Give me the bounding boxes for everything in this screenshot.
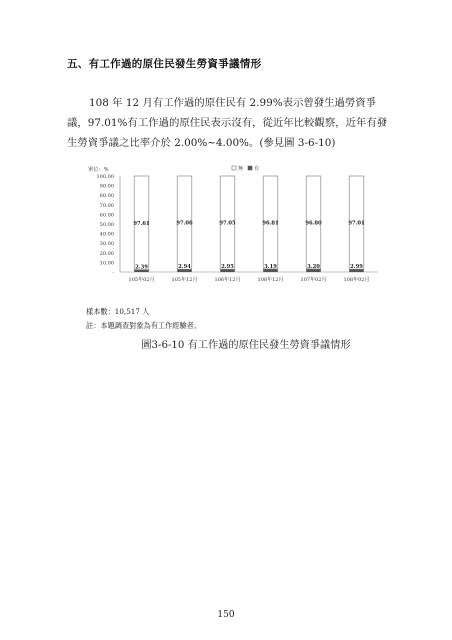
legend-swatch-1 [232, 166, 236, 170]
sample-size-note: 樣本數：10,517 人 [86, 307, 150, 316]
legend-label-1: 無 [238, 166, 244, 172]
chart-svg [86, 162, 382, 302]
data-label-no: 96.81 [262, 220, 279, 227]
body-paragraph [67, 93, 389, 153]
x-tick-label: 108年02月 [343, 277, 370, 283]
y-tick-label: 30.00 [99, 241, 114, 248]
data-label-yes: 3.20 [307, 263, 320, 270]
legend-label-2: 有 [254, 166, 260, 172]
x-tick-label: 108年12月 [257, 277, 284, 283]
data-label-no: 97.05 [219, 220, 236, 227]
figure-caption: 圖3-6-10 有工作過的原住民發生勞資爭議情形 [141, 340, 351, 351]
y-tick-label: 50.00 [99, 222, 114, 228]
y-tick-label: 100.00 [96, 174, 114, 180]
y-tick-label: 80.00 [99, 193, 114, 200]
x-tick-label: 107年02月 [300, 277, 327, 283]
data-label-no: 97.61 [133, 220, 150, 227]
data-label-yes: 3.19 [264, 263, 277, 270]
data-label-yes: 2.39 [135, 264, 148, 271]
data-label-yes: 2.95 [221, 264, 234, 271]
x-tick-label: 105年02月 [128, 277, 155, 283]
stacked-bar-chart [86, 162, 382, 302]
page-number: 150 [217, 610, 235, 620]
data-label-yes: 2.94 [178, 264, 191, 271]
y-tick-label: 60.00 [99, 212, 114, 219]
x-tick-label: 105年12月 [171, 277, 198, 283]
data-label-no: 96.80 [305, 220, 322, 227]
unit-label: 單位：% [88, 167, 109, 173]
section-heading: 五、有工作過的原住民發生勞資爭議情形 [67, 58, 262, 70]
y-tick-label: 90.00 [99, 183, 114, 190]
x-tick-label: 106年12月 [214, 277, 241, 283]
data-label-no: 97.06 [176, 220, 193, 227]
y-tick-label: 70.00 [99, 202, 114, 209]
y-tick-label: 10.00 [99, 260, 114, 267]
paragraph-text: 108 年 12 月有工作過的原住民有 2.99%表示曾發生過勞資爭議，97.01%有工作過的原住民表示沒有，從近年比較觀察，近年有發生勞資爭議之比率介於 2.00%~4.00%。(參見圖 3-6-10) [67, 97, 388, 149]
y-tick-label: - [112, 270, 114, 276]
y-tick-label: 40.00 [99, 231, 114, 238]
legend-swatch-2 [248, 166, 252, 170]
y-tick-label: 20.00 [99, 250, 114, 257]
survey-remark-note: 註：本題調查對象為有工作經驗者。 [86, 321, 202, 330]
data-label-yes: 2.99 [350, 264, 363, 271]
data-label-no: 97.01 [348, 220, 365, 227]
